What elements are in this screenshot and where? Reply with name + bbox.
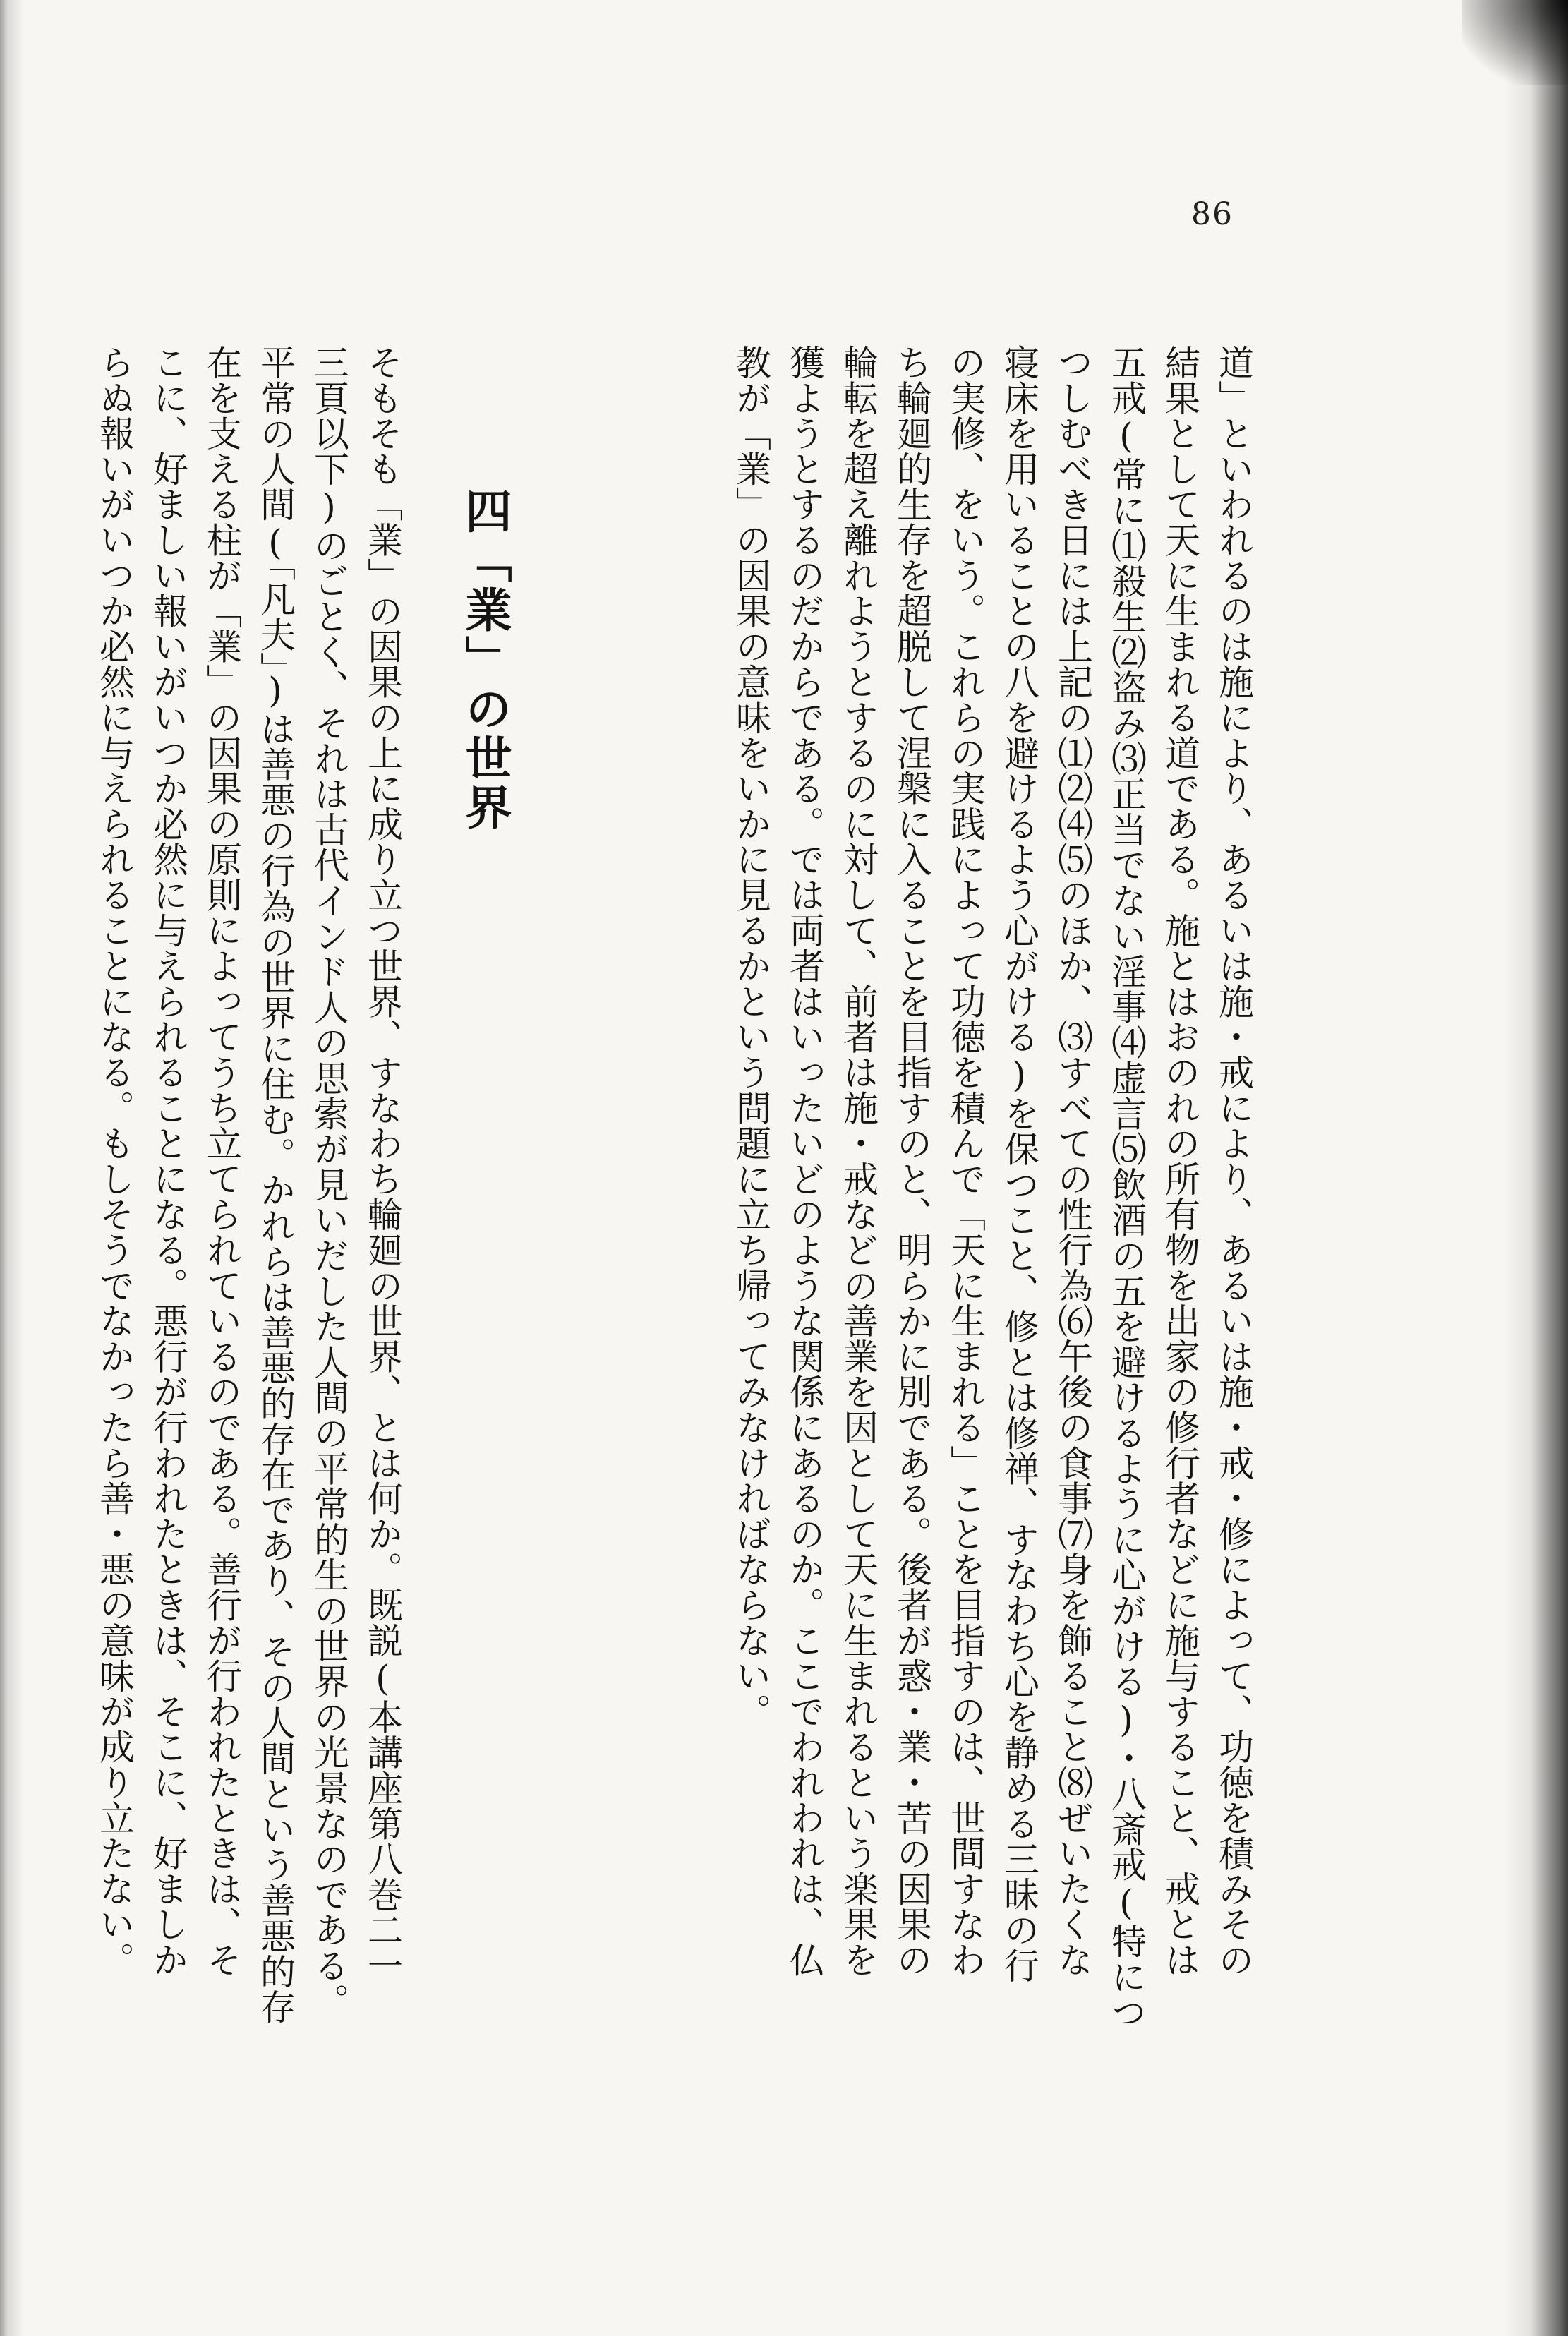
text-column: 三頁以下)のごとく、それは古代インド人の思索が見いだした人間の平常的生の世界の光景なのである。: [308, 344, 349, 2019]
text-column: 獲ようとするのだからである。では両者はいったいどのような関係にあるのか。ここでわれわれは、仏: [784, 344, 825, 1977]
text-column: そもそも「業」の因果の上に成り立つ世界、すなわち輪廻の世界、とは何か。既説(本講座第八巻二一: [362, 344, 403, 1983]
text-column: 道」といわれるのは施により、あるいは施・戒により、あるいは施・戒・修によって、功徳を積みその: [1213, 344, 1254, 1977]
scan-shadow-corner: [1462, 0, 1568, 85]
text-column: 教が「業」の因果の意味をいかに見るかという問題に立ち帰ってみなければならない。: [730, 344, 771, 1729]
text-column: こに、好ましい報いがいつか必然に与えられることになる。悪行が行われたときは、そこに、好ましか: [147, 344, 188, 1977]
text-column: 寝床を用いることの八を避けるよう心がける)を保つこと、修とは修禅、すなわち心を静める三昧の行: [999, 344, 1039, 1983]
text-column: 平常の人間(「凡夫」)は善悪の行為の世界に住む。かれらは善悪的存在であり、その人間という善悪的存: [255, 344, 296, 2025]
text-column: 五戒(常に⑴殺生⑵盗み⑶正当でない淫事⑷虚言⑸飲酒の五を避けるように心がける)・八斎戒(特につ: [1106, 344, 1147, 2030]
text-column: 在を支える柱が「業」の因果の原則によってうち立てられているのである。善行が行われたときは、そ: [201, 344, 242, 1977]
text-column: 結果として天に生まれる道である。施とはおのれの所有物を出家の修行者などに施与すること、戒とは: [1159, 344, 1200, 1977]
text-column: 輪転を超え離れようとするのに対して、前者は施・戒などの善業を因として天に生まれるという楽果を: [838, 344, 879, 1977]
text-column: ち輪廻的生存を超脱して涅槃に入ることを目指すのと、明らかに別である。後者が惑・業・苦の因果の: [891, 344, 932, 1977]
text-column: の実修、をいう。これらの実践によって功徳を積んで「天に生まれる」ことを目指すのは、世間すなわ: [945, 344, 986, 1977]
section-heading: 四「業」の世界: [457, 487, 512, 833]
text-column: らぬ報いがいつか必然に与えられることになる。もしそうでなかったら善・悪の意味が成り立たない。: [94, 344, 135, 1977]
page-number: 86: [1191, 196, 1234, 232]
scan-shadow-right: [1504, 0, 1568, 2336]
scan-shadow-left: [0, 0, 24, 2336]
text-column: つしむべき日には上記の⑴⑵⑷⑸のほか、⑶すべての性行為⑹午後の食事⑺身を飾ること⑻ぜいたくな: [1052, 344, 1093, 1977]
